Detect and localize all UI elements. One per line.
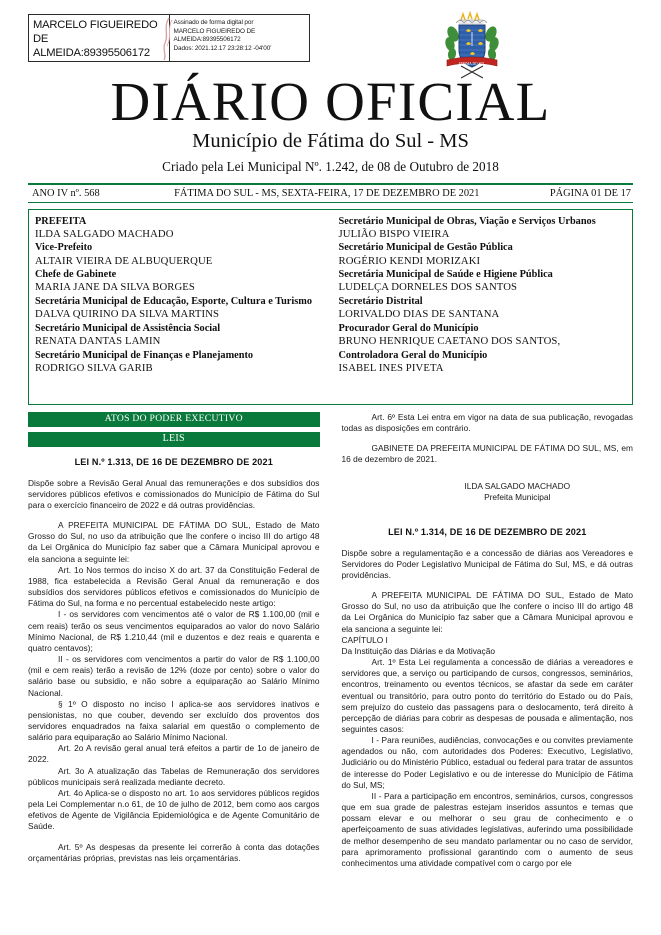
official-name: LORIVALDO DIAS DE SANTANA: [338, 308, 500, 321]
official-name: LUDELÇA DORNELES DOS SANTOS: [338, 281, 518, 294]
law-1314-chapter-subtitle: Da Instituição das Diárias e da Motivação: [341, 645, 496, 656]
law-1313-cabinet-line: GABINETE DA PREFEITA MUNICIPAL DE FÁTIMA DO SUL, MS, em 16 de dezembro de 2021.: [341, 443, 633, 465]
edition-date: FÁTIMA DO SUL - MS, SEXTA-FEIRA, 17 DE DEZEMBRO DE 2021: [174, 187, 480, 199]
svg-text:FATIMA DO SUL: FATIMA DO SUL: [458, 62, 485, 66]
edition-number: ANO IV nº. 568: [32, 187, 100, 199]
column-left: [28, 412, 331, 910]
official-role: Secretário Municipal de Finanças e Planejamento: [35, 349, 254, 361]
official-name: MARIA JANE DA SILVA BORGES: [35, 281, 195, 294]
official-name: ISABEL INES PIVETA: [338, 361, 444, 374]
signature-meta-line-4: Dados: 2021.12.17 23:28:12 -04'00': [173, 44, 272, 52]
law-1313-paragraph-1: § 1º O disposto no inciso I aplica-se aos servidores inativos e pensionistas, no que couber, devendo ser excluído dos proventos dos servidores enquadrados na faixa salarial em questão o complemento de salário para equiparação ao Salário Mínimo Nacional.: [28, 698, 320, 743]
law-1314-inciso-1: I - Para reuniões, audiências, convocações e ou convites previamente agendados ou não, com autoridades dos Poderes: Executivo, Legislativo, Judiciário ou do Ministério Público, estadual ou federal para tratar de assuntos de interesse do Poder Legislativo e ou de interesse do Município de Fátima do Sul, MS;: [341, 735, 633, 790]
law-1313-summary: Dispõe sobre a Revisão Geral Anual das remunerações e dos subsídios dos servidores públicos efetivos e comissionados do Município de Fátima do Sul para o exercício financeiro de 2022 e dá outras providências.: [28, 477, 320, 510]
law-1313-inciso-1: I - os servidores com vencimentos até o valor de R$ 1.100,00 (mil e cem reais) terão os seus vencimentos equiparados ao valor do novo Salário Mínimo Nacional, de R$ 1.210,44 (mil e duzentos e dez reais e quarenta e quatro centavos);: [28, 609, 320, 653]
section-banner-executive: ATOS DO PODER EXECUTIVO: [28, 412, 320, 427]
official-name: RENATA DANTAS LAMIN: [35, 335, 161, 348]
signature-meta-line-3: ALMEIDA:89395506172: [173, 36, 241, 44]
signature-meta-line-1: Assinado de forma digital por: [173, 19, 254, 26]
column-right: [331, 412, 634, 910]
official-role: Secretária Municipal de Saúde e Higiene Pública: [338, 269, 553, 281]
signature-metadata: [170, 15, 310, 61]
law-1314-inciso-2: II - Para a participação em encontros, seminários, cursos, congressos que em sua grade de palestras estejam inseridos assuntos e temas que possam elevar e ou melhorar o seu grau de conhecimento e o aperfeiçoamento de suas atividades legislativas, auferindo uma possibilidade de melhor desempenho de seu mandato parlamentar ou no caso de servidor, para aprimoramento profissional garantindo com o aumento de seus conhecimentos uma atividade compatível com o cargo por ele: [341, 790, 633, 868]
official-role: Secretário Distrital: [338, 296, 423, 308]
official-role: PREFEITA: [35, 215, 87, 227]
official-name: DALVA QUIRINO DA SILVA MARTINS: [35, 308, 220, 321]
official-role: Chefe de Gabinete: [35, 269, 117, 281]
official-role: Controladora Geral do Município: [338, 349, 488, 361]
law-1314-article-1: Art. 1º Esta Lei regulamenta a concessão de diárias a vereadores e servidores que, a serviço ou participando de cursos, congressos, seminários, encontros, treinamento ou eventos técnicos, se afastar da sede em caráter eventual ou transitório, para outro ponto do território do Estado ou do País, sem prejuízo do custeio das passagens para o deslocamento, terá direito à percepção de diárias para cobrir as despesas de pousada e alimentação, nos seguintes casos:: [341, 657, 633, 734]
official-name: ILDA SALGADO MACHADO: [35, 227, 174, 240]
official-name: BRUNO HENRIQUE CAETANO DOS SANTOS,: [338, 335, 561, 348]
official-role: Secretário Municipal de Obras, Viação e Serviços Urbanos: [338, 215, 596, 227]
edition-rule-bottom: [28, 202, 633, 203]
official-role: Procurador Geral do Município: [338, 322, 479, 334]
official-role: Vice-Prefeito: [35, 242, 93, 254]
official-role: Secretário Municipal de Gestão Pública: [338, 242, 513, 254]
law-1314-summary: Dispõe sobre a regulamentação e a concessão de diárias aos Vereadores e Servidores do Poder Legislativo Municipal de Fátima do Sul, MS, e dá outras providências.: [341, 547, 633, 580]
law-1313-signature-block: [342, 481, 634, 503]
signature-meta-line-2: MARCELO FIGUEIREDO DE: [173, 27, 256, 35]
signer-title: Prefeita Municipal: [484, 492, 551, 503]
law-1313-article-5: Art. 5º As despesas da presente lei correrão à conta das dotações orçamentárias próprias, previstas nas leis orçamentárias.: [28, 841, 320, 863]
officials-box: [28, 209, 633, 405]
content-columns: [28, 412, 633, 910]
official-name: RODRIGO SILVA GARIB: [35, 361, 153, 374]
law-1313-preamble: A PREFEITA MUNICIPAL DE FÁTIMA DO SUL, Estado de Mato Grosso do Sul, no uso da atribuição que lhe confere o inciso III do artigo 48 da Lei Orgânica do Município faz saber que a Câmara Municipal aprovou e ela sanciona a seguinte lei:: [28, 520, 320, 564]
digital-signature-box: [28, 14, 310, 62]
law-1313-article-4: Art. 4o Aplica-se o disposto no art. 1o aos servidores públicos regidos pela Lei Complementar n.o 61, de 10 de julho de 2012, bem como aos cargos efetivos de Agente de Vigilância Epidemiológica e de Agente Comunitário de Saúde.: [28, 787, 320, 832]
signer-name: ILDA SALGADO MACHADO: [464, 481, 571, 492]
law-1313-article-2: Art. 2o A revisão geral anual terá efeitos a partir de 1o de janeiro de 2022.: [28, 743, 320, 765]
law-heading-1314: LEI N.º 1.314, DE 16 DE DEZEMBRO DE 2021: [388, 526, 587, 537]
page-indicator: PÁGINA 01 DE 17: [549, 187, 631, 199]
signature-signer-name: MARCELO FIGUEIREDO DE ALMEIDA:89395506172: [33, 19, 158, 59]
officials-column-right: [331, 215, 627, 398]
law-1313-article-3: Art. 3o A atualização das Tabelas de Remuneração dos servidores públicos municipais será realizada mediante decreto.: [28, 765, 320, 787]
official-role: Secretário Municipal de Assistência Social: [35, 322, 221, 334]
edition-bar: [28, 185, 633, 202]
official-name: JULIÃO BISPO VIEIRA: [338, 227, 450, 240]
law-1313-inciso-2: II - os servidores com vencimentos a partir do valor de R$ 1.100,00 (mil e cem reais) terão a revisão de 12% (doze por cento) sobre o valor do salário base ou subsidio, e não sobre a equiparação ao Salário Mínimo Nacional.: [28, 654, 320, 698]
law-heading-1313: LEI N.º 1.313, DE 16 DE DEZEMBRO DE 2021: [74, 456, 273, 467]
officials-column-left: [35, 215, 331, 398]
official-name: ROGÉRIO KENDI MORIZAKI: [338, 254, 481, 267]
masthead-subtitle: Município de Fátima do Sul - MS: [192, 130, 469, 152]
law-1314-preamble: A PREFEITA MUNICIPAL DE FÁTIMA DO SUL, Estado de Mato Grosso do Sul, no uso da atribuição que lhe confere o inciso III do artigo 48 da Lei Orgânica do Município faz saber que a Câmara Municipal aprovou e ela sanciona a seguinte lei:: [341, 590, 633, 634]
header-signature-row: [28, 14, 633, 66]
law-1314-chapter: CAPÍTULO I: [341, 634, 388, 645]
section-banner-laws: LEIS: [28, 432, 320, 447]
law-1313-article-6: Art. 6º Esta Lei entra em vigor na data de sua publicação, revogadas todas as disposições em contrário.: [341, 411, 633, 433]
page-title: DIÁRIO OFICIAL: [110, 71, 551, 132]
law-1313-article-1: Art. 1o Nos termos do inciso X do art. 37 da Constituição Federal de 1988, fica estabelecida a Revisão Geral Anual da remuneração e dos subsídios dos servidores públicos efetivos e comissionados do Município de Fátima do Sul, na forma e no percentual estabelecido neste artigo:: [28, 564, 320, 609]
masthead-creation-law: Criado pela Lei Municipal Nº. 1.242, de 08 de Outubro de 2018: [162, 159, 499, 174]
official-name: ALTAIR VIEIRA DE ALBUQUERQUE: [35, 254, 213, 267]
official-role: Secretária Municipal de Educação, Esporte, Cultura e Turismo: [35, 296, 312, 308]
masthead: [28, 71, 633, 177]
